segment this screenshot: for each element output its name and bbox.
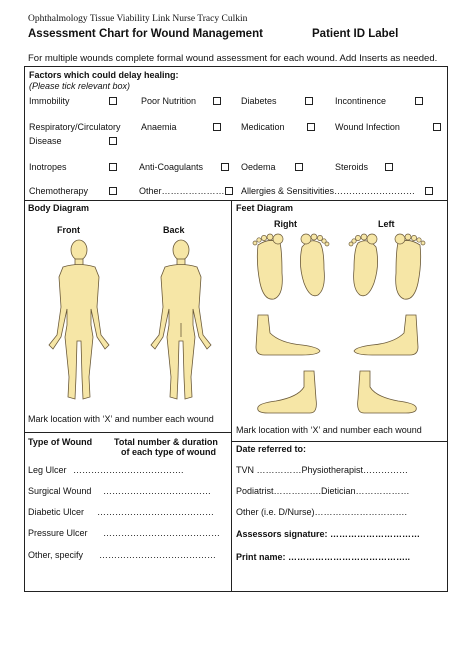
wound-row-label: Other, specify bbox=[28, 550, 84, 560]
factor-label: Chemotherapy bbox=[29, 186, 89, 196]
wound-row-label: Leg Ulcer bbox=[28, 465, 67, 475]
right-foot-label: Right bbox=[274, 219, 297, 229]
wound-row-entry[interactable]: ………………………………… bbox=[99, 550, 216, 560]
factor-label: Anaemia bbox=[141, 122, 177, 132]
print-name-field[interactable]: Print name: ………………………………….. bbox=[236, 552, 411, 562]
wound-types-section bbox=[24, 432, 232, 592]
factor-label: Steroids bbox=[335, 162, 369, 172]
factor-label: Wound Infection bbox=[335, 122, 400, 132]
factors-subheading: (Please tick relevant box) bbox=[29, 81, 131, 91]
factor-label: Diabetes bbox=[241, 96, 277, 106]
left-foot-label: Left bbox=[378, 219, 395, 229]
wound-row-entry[interactable]: ………………………………. bbox=[73, 465, 184, 475]
feet-diagram-section bbox=[231, 200, 448, 442]
patient-id-label: Patient ID Label bbox=[312, 28, 399, 40]
factors-heading: Factors which could delay healing: bbox=[29, 70, 179, 80]
right-foot-sole[interactable] bbox=[292, 231, 332, 301]
front-body-figure[interactable] bbox=[39, 237, 119, 407]
factor-label: Disease bbox=[29, 136, 62, 146]
page-title: Assessment Chart for Wound Management bbox=[28, 28, 263, 40]
left-foot-top[interactable] bbox=[388, 233, 428, 303]
factor-checkbox[interactable] bbox=[295, 163, 303, 171]
factor-label: Oedema bbox=[241, 162, 276, 172]
wound-row-label: Pressure Ulcer bbox=[28, 528, 88, 538]
factor-label: Inotropes bbox=[29, 162, 67, 172]
assessor-signature-field[interactable]: Assessors signature: ………………………… bbox=[236, 529, 421, 539]
factor-label: Poor Nutrition bbox=[141, 96, 197, 106]
front-label: Front bbox=[57, 225, 80, 235]
left-foot-side-outer[interactable] bbox=[348, 369, 420, 415]
instructions-text: For multiple wounds complete formal wound assessment for each wound. Add Inserts as needed. bbox=[28, 53, 438, 64]
back-body-figure[interactable] bbox=[141, 237, 221, 407]
factor-checkbox[interactable] bbox=[433, 123, 441, 131]
right-foot-side-inner[interactable] bbox=[252, 313, 324, 357]
right-foot-side-outer[interactable] bbox=[254, 369, 326, 415]
factor-checkbox[interactable] bbox=[221, 163, 229, 171]
factor-label: Allergies & Sensitivities……………………… bbox=[241, 186, 416, 196]
factor-checkbox[interactable] bbox=[213, 97, 221, 105]
wound-row-entry[interactable]: ………………………………… bbox=[97, 507, 214, 517]
wound-total-header-line1: Total number & duration bbox=[114, 437, 218, 447]
wound-row-entry[interactable]: ……………………………… bbox=[103, 486, 211, 496]
body-diagram-title: Body Diagram bbox=[28, 203, 90, 213]
factor-checkbox[interactable] bbox=[109, 137, 117, 145]
left-foot-sole[interactable] bbox=[346, 231, 386, 301]
wound-row-label: Surgical Wound bbox=[28, 486, 92, 496]
factor-checkbox[interactable] bbox=[109, 163, 117, 171]
factor-checkbox[interactable] bbox=[385, 163, 393, 171]
referral-row[interactable]: Podiatrist…………….Dietician……………… bbox=[236, 486, 410, 496]
factor-checkbox[interactable] bbox=[213, 123, 221, 131]
factor-checkbox[interactable] bbox=[109, 187, 117, 195]
factor-label: Respiratory/Circulatory bbox=[29, 122, 121, 132]
wound-type-header: Type of Wound bbox=[28, 437, 93, 447]
wound-total-header-line2: of each type of wound bbox=[121, 447, 217, 457]
factor-label: Other………………… bbox=[139, 186, 225, 196]
referrals-heading: Date referred to: bbox=[236, 444, 307, 454]
body-mark-note: Mark location with ‘X’ and number each wound bbox=[28, 414, 214, 424]
wound-row-entry[interactable]: ………………………………… bbox=[103, 528, 220, 538]
factor-checkbox[interactable] bbox=[225, 187, 233, 195]
factor-checkbox[interactable] bbox=[305, 97, 313, 105]
factor-checkbox[interactable] bbox=[307, 123, 315, 131]
factor-label: Incontinence bbox=[335, 96, 387, 106]
back-label: Back bbox=[163, 225, 185, 235]
feet-diagram-title: Feet Diagram bbox=[236, 203, 294, 213]
referrals-section bbox=[231, 441, 448, 592]
factor-label: Anti-Coagulants bbox=[139, 162, 204, 172]
factor-checkbox[interactable] bbox=[109, 97, 117, 105]
author-line: Ophthalmology Tissue Viability Link Nurse Tracy Culkin bbox=[28, 14, 248, 24]
referral-row[interactable]: Other (i.e. D/Nurse)…………………………. bbox=[236, 507, 408, 517]
right-foot-top[interactable] bbox=[250, 233, 290, 303]
left-foot-side-inner[interactable] bbox=[350, 313, 422, 357]
wound-row-label: Diabetic Ulcer bbox=[28, 507, 85, 517]
factor-checkbox[interactable] bbox=[415, 97, 423, 105]
feet-mark-note: Mark location with ‘X’ and number each wound bbox=[236, 425, 422, 435]
factor-checkbox[interactable] bbox=[425, 187, 433, 195]
referral-row[interactable]: TVN ……………Physiotherapist…………… bbox=[236, 465, 409, 475]
factor-label: Immobility bbox=[29, 96, 70, 106]
factors-section bbox=[24, 66, 448, 201]
factor-label: Medication bbox=[241, 122, 285, 132]
body-diagram-section bbox=[24, 200, 232, 433]
